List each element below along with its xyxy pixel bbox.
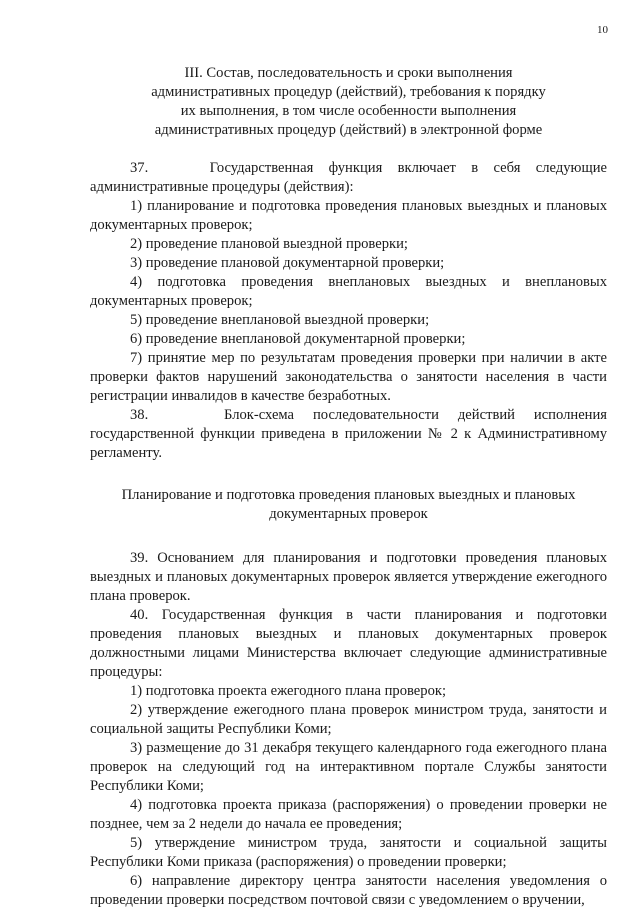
list-item: 1) планирование и подготовка проведения плановых выездных и плановых документарных проверок; [90, 198, 607, 233]
subsection-heading [90, 486, 607, 524]
section-heading [90, 64, 607, 140]
page-number: 10 [597, 24, 608, 36]
document-body [90, 64, 607, 910]
paragraph-38: 38. Блок-схема последовательности действий исполнения государственной функции приведена в приложении № 2 к Административному регламенту. [90, 407, 607, 461]
list-item: 5) утверждение министром труда, занятости и социальной защиты Республики Коми приказа (распоряжения) о проведении проверки; [90, 835, 607, 870]
paragraph-40-intro: 40. Государственная функция в части планирования и подготовки проведения плановых выездных и плановых документарных проверок должностными лицами Министерства включает следующие административные процедуры: [90, 607, 607, 680]
list-item: 4) подготовка проекта приказа (распоряжения) о проведении проверки не позднее, чем за 2 недели до начала ее проведения; [90, 797, 607, 832]
list-item: 6) проведение внеплановой документарной проверки; [130, 331, 466, 347]
list-item: 5) проведение внеплановой выездной проверки; [130, 312, 430, 328]
list-item: 2) проведение плановой выездной проверки; [130, 236, 408, 252]
list-item: 3) размещение до 31 декабря текущего календарного года ежегодного плана проверок на следующий год на интерактивном портале Службы занятости Республики Коми; [90, 740, 607, 794]
list-item: 4) подготовка проведения внеплановых выездных и внеплановых документарных проверок; [90, 274, 607, 309]
list-item: 6) направление директору центра занятости населения уведомления о проведении проверки посредством почтовой связи с уведомлением о вручении, [90, 873, 607, 908]
list-item: 1) подготовка проекта ежегодного плана проверок; [130, 683, 447, 699]
section-heading-line: III. Состав, последовательность и сроки выполнения [184, 65, 513, 81]
paragraph-39: 39. Основанием для планирования и подготовки проведения плановых выездных и плановых документарных проверок является утверждение ежегодного плана проверок. [90, 550, 607, 604]
paragraph-37-intro: 37. Государственная функция включает в себя следующие административные процедуры (действия): [90, 160, 607, 195]
list-item: 7) принятие мер по результатам проведения проверки при наличии в акте проверки фактов нарушений законодательства о занятости населения в части регистрации инвалидов в качестве безработных. [90, 350, 607, 404]
subsection-heading-line: документарных проверок [269, 506, 428, 522]
section-heading-line: административных процедур (действий), требования к порядку [151, 84, 546, 100]
subsection-heading-line: Планирование и подготовка проведения плановых выездных и плановых [121, 487, 576, 503]
section-heading-line: их выполнения, в том числе особенности выполнения [180, 103, 517, 119]
list-item: 2) утверждение ежегодного плана проверок министром труда, занятости и социальной защиты Республики Коми; [90, 702, 607, 737]
section-heading-line: административных процедур (действий) в электронной форме [154, 122, 543, 138]
list-item: 3) проведение плановой документарной проверки; [130, 255, 445, 271]
